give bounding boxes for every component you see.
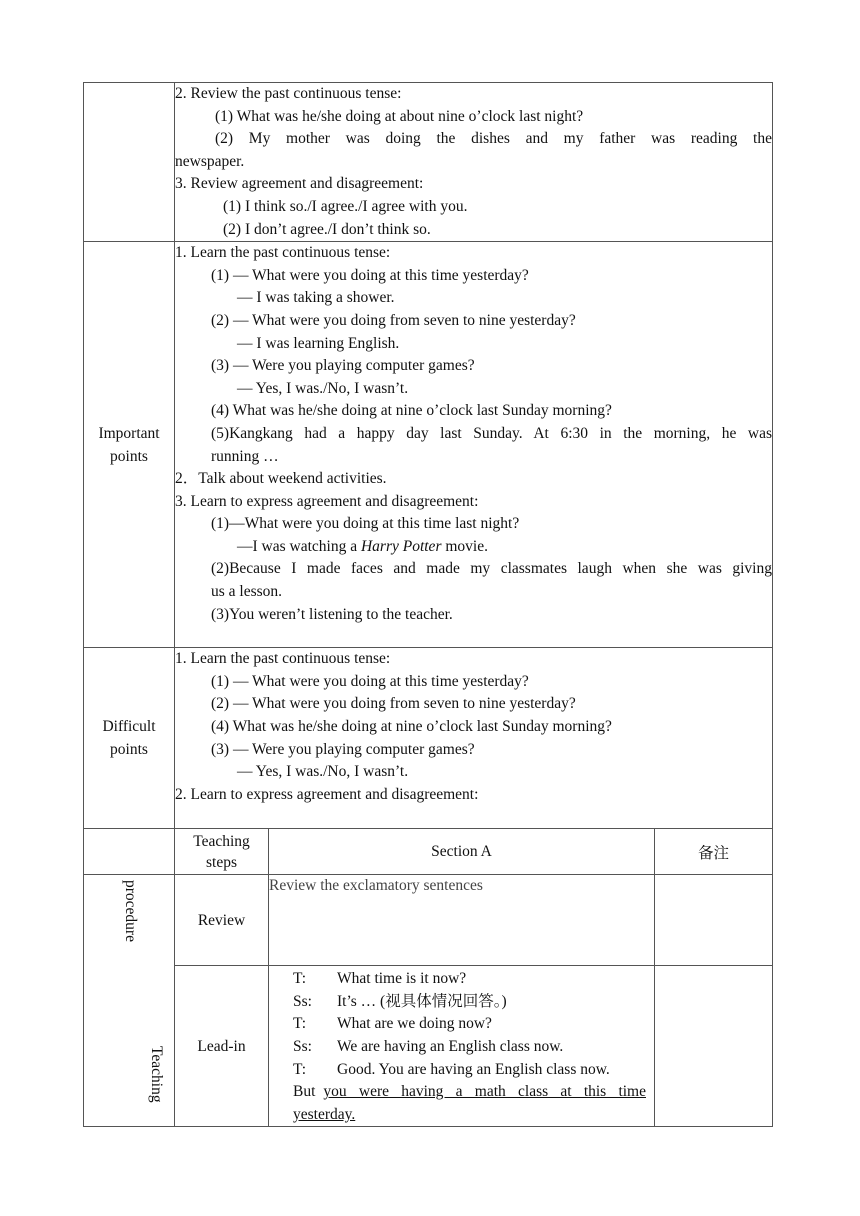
text-line: us a lesson. xyxy=(211,583,283,601)
review-row xyxy=(84,83,773,242)
important-points-row xyxy=(84,242,773,648)
text-line: (2)Because I made faces and made my classmates laugh when she was giving xyxy=(211,560,772,578)
text-line: newspaper. xyxy=(175,152,245,170)
utterance: What time is it now? xyxy=(337,970,467,988)
text-run: But xyxy=(293,1083,316,1101)
dialog-line xyxy=(293,968,646,991)
text-line: (4) What was he/she doing at nine o’clock last Sunday morning? xyxy=(211,402,612,420)
leadin-content xyxy=(269,966,655,1127)
review-label-cell xyxy=(84,83,175,242)
speaker: T: xyxy=(293,970,307,988)
text-line: (2) — What were you doing from seven to nine yesterday? xyxy=(211,311,576,329)
dialog-line xyxy=(293,1013,646,1036)
dialog-line xyxy=(293,1059,646,1082)
text-line: (5)Kangkang had a happy day last Sunday. At 6:30 in the morning, he was xyxy=(211,424,772,442)
text-line xyxy=(293,1081,646,1104)
text-line: (1)—What were you doing at this time last night? xyxy=(211,515,520,533)
speaker: Ss: xyxy=(293,1037,312,1055)
text-line: running … xyxy=(211,447,279,465)
review-step-label: Review xyxy=(175,875,269,966)
leadin-step-label: Lead-in xyxy=(175,966,269,1127)
text-line xyxy=(293,1104,646,1127)
text-line: Review the exclamatory sentences xyxy=(269,877,483,895)
text-line: (3) — Were you playing computer games? xyxy=(211,357,475,375)
text-run: —I was watching a xyxy=(237,537,361,555)
review-content xyxy=(175,83,773,242)
text-line: 2. Review the past continuous tense: xyxy=(175,85,402,102)
difficult-points-label xyxy=(84,648,175,829)
text-line: — Yes, I was./No, I wasn’t. xyxy=(237,379,409,397)
difficult-points-content xyxy=(175,648,773,829)
notes-header: 备注 xyxy=(655,829,773,875)
text-line: — I was learning English. xyxy=(237,334,400,352)
speaker: T: xyxy=(293,1060,307,1078)
dialog-line xyxy=(293,1036,646,1059)
leadin-notes-cell xyxy=(655,966,773,1127)
lesson-plan-table xyxy=(83,82,773,1127)
utterance: What are we doing now? xyxy=(337,1015,492,1033)
text-line: — I was taking a shower. xyxy=(237,289,395,307)
text-line: (1) — What were you doing at this time yesterday? xyxy=(211,672,529,690)
text-line: 3. Review agreement and disagreement: xyxy=(175,175,424,193)
speaker: T: xyxy=(293,1015,307,1033)
underlined-text: you were having a math class at this time xyxy=(323,1083,646,1101)
text-line: 2. Learn to express agreement and disagreement: xyxy=(175,785,479,803)
text-line: 3. Learn to express agreement and disagreement: xyxy=(175,492,479,510)
header-line: Teaching xyxy=(193,832,250,850)
teaching-vertical-label: Teaching xyxy=(148,1046,165,1103)
label-line: points xyxy=(110,741,148,759)
leadin-step-row xyxy=(84,966,773,1127)
header-line: steps xyxy=(206,853,237,871)
steps-header-row xyxy=(84,829,773,875)
text-line: (1) I think so./I agree./I agree with you. xyxy=(223,197,468,215)
teaching-steps-header xyxy=(175,829,269,875)
important-points-content xyxy=(175,242,773,648)
text-line: (3) — Were you playing computer games? xyxy=(211,740,475,758)
review-notes-cell xyxy=(655,875,773,966)
label-line: Important xyxy=(98,424,160,442)
review-step-content xyxy=(269,875,655,966)
speaker: Ss: xyxy=(293,992,312,1010)
text-line: 1. Learn the past continuous tense: xyxy=(175,650,391,668)
text-line: — Yes, I was./No, I wasn’t. xyxy=(237,763,409,781)
procedure-vertical-label: procedure xyxy=(122,880,139,942)
difficult-points-row xyxy=(84,648,773,829)
text-line: (2) I don’t agree./I don’t think so. xyxy=(223,220,431,238)
text-line: (2) — What were you doing from seven to nine yesterday? xyxy=(211,695,576,713)
text-line: 2．Talk about weekend activities. xyxy=(175,470,387,488)
text-line: (1) What was he/she doing at about nine o’clock last night? xyxy=(215,107,584,125)
text-line: 1. Learn the past continuous tense: xyxy=(175,244,391,262)
underlined-text: yesterday. xyxy=(293,1105,356,1123)
text-line: (3)You weren’t listening to the teacher. xyxy=(211,605,453,623)
text-line: (4) What was he/she doing at nine o’clock last Sunday morning? xyxy=(211,717,612,735)
movie-title: Harry Potter xyxy=(360,537,442,555)
important-points-label xyxy=(84,242,175,648)
text-line: (2) My mother was doing the dishes and my father was reading the xyxy=(215,130,772,148)
label-line: Difficult xyxy=(102,718,156,736)
header-blank-cell xyxy=(84,829,175,875)
review-step-row xyxy=(84,875,773,966)
text-line: (1) — What were you doing at this time yesterday? xyxy=(211,266,529,284)
label-line: points xyxy=(110,447,148,465)
text-run: movie. xyxy=(441,537,488,555)
utterance: Good. You are having an English class now. xyxy=(337,1060,610,1078)
dialog-line xyxy=(293,991,646,1014)
text-line xyxy=(175,536,772,559)
utterance: We are having an English class now. xyxy=(337,1037,564,1055)
utterance: It’s … (视具体情况回答。) xyxy=(337,992,507,1010)
section-header: Section A xyxy=(269,829,655,875)
